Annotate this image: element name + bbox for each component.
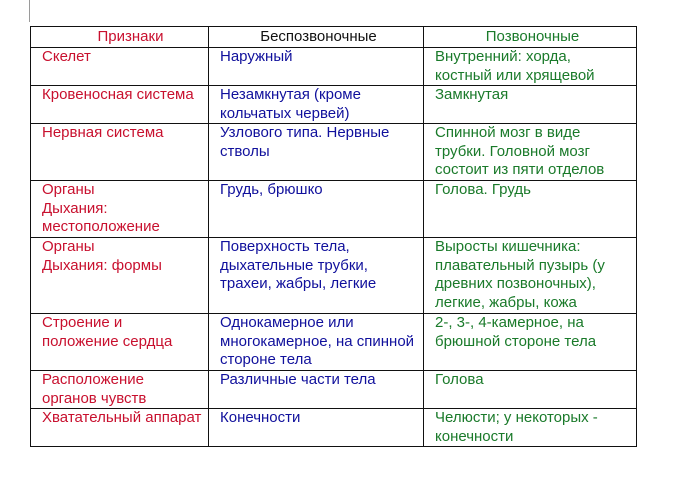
header-vertebrates: Позвоночные — [424, 27, 637, 48]
invertebrates-cell: Однокамерное или многокамерное, на спинной стороне тела — [209, 314, 424, 371]
table-row — [31, 181, 637, 238]
vertebrates-cell: Внутренний: хорда, костный или хрящевой — [424, 48, 637, 86]
header-criteria: Признаки — [31, 27, 209, 48]
table-row — [31, 238, 637, 314]
criterion-cell: Строение и положение сердца — [31, 314, 209, 371]
header-invertebrates: Беспозвоночные — [209, 27, 424, 48]
criterion-cell: Органы Дыхания: местоположение — [31, 181, 209, 238]
invertebrates-cell: Конечности — [209, 409, 424, 447]
vertebrates-cell: Замкнутая — [424, 86, 637, 124]
vertebrates-cell: Выросты кишечника: плавательный пузырь (у древних позвоночных), легкие, жабры, кожа — [424, 238, 637, 314]
table-row — [31, 48, 637, 86]
table-row — [31, 409, 637, 447]
criterion-cell: Нервная система — [31, 124, 209, 181]
criterion-cell: Кровеносная система — [31, 86, 209, 124]
invertebrates-cell: Узлового типа. Нервные стволы — [209, 124, 424, 181]
vertebrates-cell: 2-, 3-, 4-камерное, на брюшной стороне тела — [424, 314, 637, 371]
criterion-cell: Скелет — [31, 48, 209, 86]
criterion-cell: Хватательный аппарат — [31, 409, 209, 447]
page-edge-line — [29, 0, 30, 22]
invertebrates-cell: Грудь, брюшко — [209, 181, 424, 238]
table-row — [31, 314, 637, 371]
invertebrates-cell: Различные части тела — [209, 371, 424, 409]
table-row — [31, 124, 637, 181]
comparison-table — [30, 26, 637, 447]
vertebrates-cell: Голова — [424, 371, 637, 409]
vertebrates-cell: Голова. Грудь — [424, 181, 637, 238]
vertebrates-cell: Спинной мозг в виде трубки. Головной мозг состоит из пяти отделов — [424, 124, 637, 181]
criterion-cell: Органы Дыхания: формы — [31, 238, 209, 314]
table-row — [31, 371, 637, 409]
invertebrates-cell: Наружный — [209, 48, 424, 86]
criterion-cell: Расположение органов чувств — [31, 371, 209, 409]
table-row — [31, 86, 637, 124]
invertebrates-cell: Поверхность тела, дыхательные трубки, трахеи, жабры, легкие — [209, 238, 424, 314]
invertebrates-cell: Незамкнутая (кроме кольчатых червей) — [209, 86, 424, 124]
header-row — [31, 27, 637, 48]
vertebrates-cell: Челюсти; у некоторых - конечности — [424, 409, 637, 447]
